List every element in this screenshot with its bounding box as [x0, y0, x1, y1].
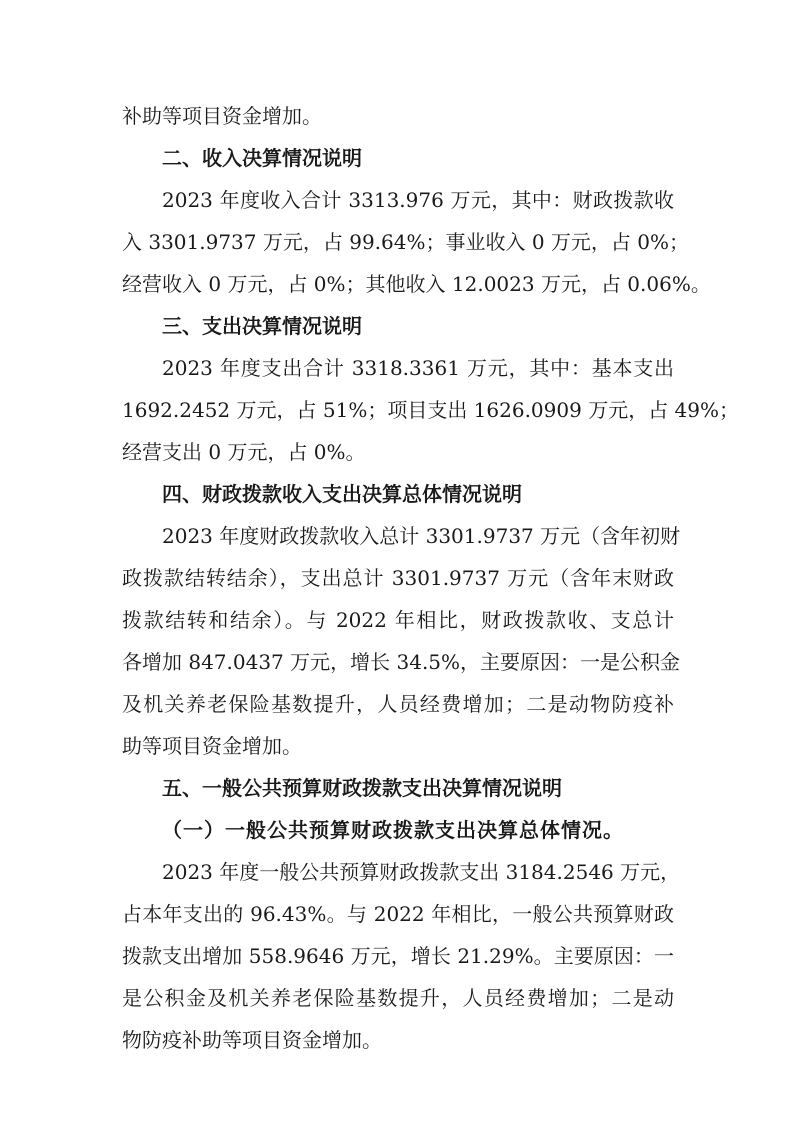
paragraph-line: 入 3301.9737 万元，占 99.64%；事业收入 0 万元，占 0%； — [122, 230, 690, 254]
paragraph-line: 2023 年度收入合计 3313.976 万元，其中：财政拨款收 — [162, 188, 674, 212]
continuation-text: 补助等项目资金增加。 — [122, 104, 322, 128]
paragraph-line: 政拨款结转结余），支出总计 3301.9737 万元（含年末财政 — [122, 566, 674, 590]
section-heading-expenditure: 三、支出决算情况说明 — [162, 314, 362, 338]
paragraph-line: 拨款支出增加 558.9646 万元，增长 21.29%。主要原因：一 — [122, 944, 674, 968]
subsection-heading-overall: （一）一般公共预算财政拨款支出决算总体情况。 — [162, 818, 624, 842]
paragraph-line: 经营支出 0 万元，占 0%。 — [122, 440, 366, 464]
paragraph-line: 1692.2452 万元，占 51%；项目支出 1626.0909 万元，占 49%； — [122, 398, 740, 422]
section-heading-income: 二、收入决算情况说明 — [162, 146, 362, 170]
section-heading-general-budget: 五、一般公共预算财政拨款支出决算情况说明 — [162, 776, 562, 800]
paragraph-line: 是公积金及机关养老保险基数提升，人员经费增加；二是动 — [122, 986, 674, 1010]
paragraph-line: 2023 年度财政拨款收入总计 3301.9737 万元（含年初财 — [162, 524, 681, 548]
paragraph-line: 占本年支出的 96.43%。与 2022 年相比，一般公共预算财政 — [122, 902, 674, 926]
section-heading-fiscal-overall: 四、财政拨款收入支出决算总体情况说明 — [162, 482, 522, 506]
paragraph-line: 2023 年度一般公共预算财政拨款支出 3184.2546 万元， — [162, 860, 681, 884]
paragraph-line: 经营收入 0 万元，占 0%；其他收入 12.0023 万元，占 0.06%。 — [122, 272, 711, 296]
paragraph-line: 2023 年度支出合计 3318.3361 万元，其中：基本支出 — [162, 356, 674, 380]
paragraph-line: 助等项目资金增加。 — [122, 734, 302, 758]
paragraph-line: 各增加 847.0437 万元，增长 34.5%，主要原因：一是公积金 — [122, 650, 681, 674]
paragraph-line: 及机关养老保险基数提升，人员经费增加；二是动物防疫补 — [122, 692, 674, 716]
paragraph-line: 拨款结转和结余）。与 2022 年相比，财政拨款收、支总计 — [122, 608, 674, 632]
paragraph-line: 物防疫补助等项目资金增加。 — [122, 1028, 382, 1052]
